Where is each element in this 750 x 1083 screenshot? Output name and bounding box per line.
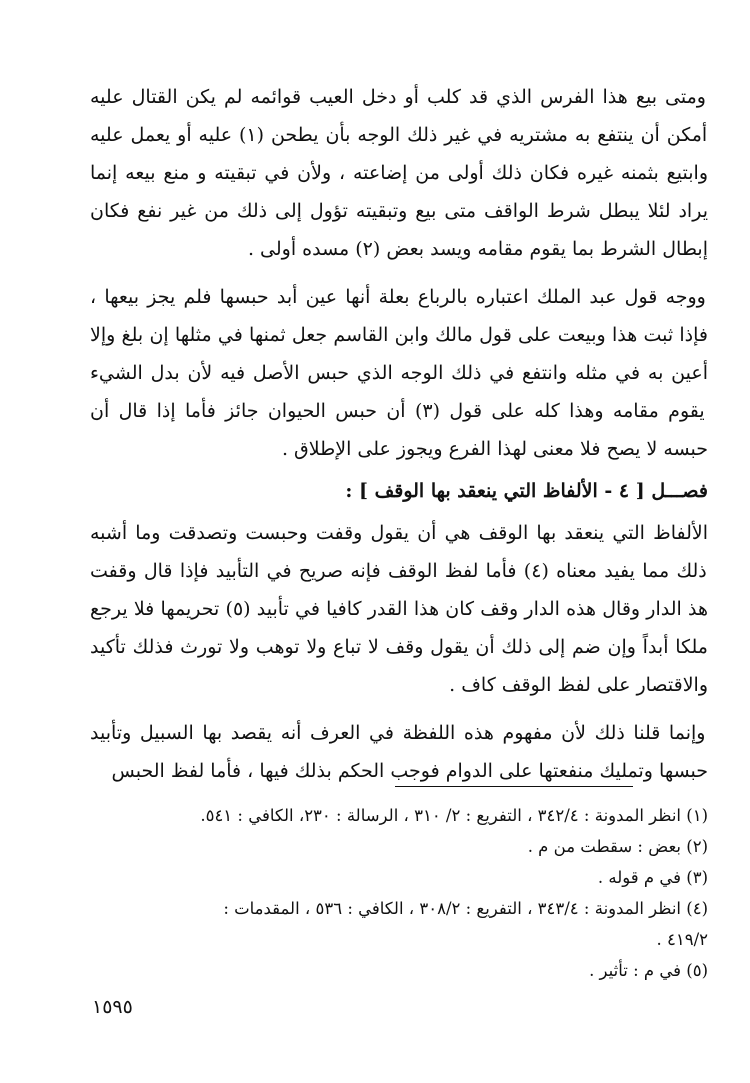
footnote-continuation: ٤١٩/٢ . [656, 930, 708, 949]
text-line: ومتى بيع هذا الفرس الذي قد كلب أو دخل العيب قوائمه لم يكن القتال عليه [90, 86, 706, 108]
heading-text: فصـــل [ ٤ - الألفاظ التي ينعقد بها الوقف ] : [345, 480, 708, 502]
text-line: أشبه ذلك مما يفيد معناه (٤) فأما لفظ الوقف فإنه صريح في التأبيد فإذا قال وقفت [90, 522, 707, 582]
paragraph [90, 514, 708, 704]
section-heading [90, 472, 708, 510]
text-line: يرجع ملكا أبداً وإن ضم إلى ذلك أن يقول وقف لا تباع ولا توهب ولا تورث [90, 598, 708, 658]
text-line: حبسها وتمليك منفعتها على الدوام فوجب الحكم بذلك فيها ، فأما لفظ الحبس [111, 760, 708, 782]
text-line: أمكن أن ينتفع به مشتريه في غير ذلك الوجه بأن يطحن (١) عليه أو يعمل عليه [90, 124, 708, 146]
footnotes [92, 800, 708, 986]
footnote: (٥) في م : تأثير . [589, 961, 708, 980]
page-number: ١٥٩٥ [92, 996, 133, 1018]
text-line: الشرط بما يقوم مقامه ويسد بعض (٢) مسده أولى . [247, 238, 657, 260]
text-line: الشيء يقوم مقامه وهذا كله على قول (٣) أن حبس الحيوان جائز فأما إذا قال أن [90, 362, 705, 422]
footnote: (١) انظر المدونة : ٣٤٢/٤ ، التفريع : ٢/ ٣١٠ ، الرسالة : ٢٣٠، الكافي : ٥٤١. [200, 806, 708, 825]
footnote: (٣) في م قوله . [597, 868, 708, 887]
text-line: وابتيع بثمنه غيره فكان ذلك أولى من إضاعته ، ولأن في تبقيته و منع بيعه إنما يراد [90, 162, 708, 222]
text-line: وإنما قلنا ذلك لأن مفهوم هذه اللفظة في العرف أنه يقصد بها السبيل وتأبيد [90, 722, 706, 744]
text-line: ووجه قول عبد الملك اعتباره بالرباع بعلة أنها عين أبد حبسها فلم يجز بيعها ، [90, 286, 706, 308]
text-line: لئلا يبطل شرط الواقف متى بيع وتبقيته تؤول إلى ذلك من غير نفع فكان إبطال [90, 200, 708, 260]
footnote-separator [395, 786, 633, 787]
text-line: الألفاظ التي ينعقد بها الوقف هي أن يقول وقفت وحبست وتصدقت وما [127, 522, 708, 544]
text-line: وإلا أعين به في مثله وانتفع في ذلك الوجه الذي حبس الأصل فيه لأن بدل [90, 324, 708, 384]
main-text [90, 78, 708, 790]
text-line: فإذا ثبت هذا وبيعت على قول مالك وابن القاسم جعل ثمنها في مثلها إن بلغ [115, 324, 708, 346]
footnote: (٤) انظر المدونة : ٣٤٣/٤ ، التفريع : ٣٠٨/٢ ، الكافي : ٥٣٦ ، المقدمات : [223, 899, 708, 918]
text-line: فذلك تأكيد والاقتصار على لفظ الوقف كاف . [90, 636, 708, 696]
paragraph [90, 278, 708, 468]
paragraph [90, 714, 708, 790]
footnote: (٢) بعض : سقطت من م . [527, 837, 708, 856]
paragraph [90, 78, 708, 268]
text-line: حبسه لا يصح فلا معنى لهذا الفرع ويجوز على الإطلاق . [281, 438, 708, 460]
text-line: هذ الدار وقال هذه الدار وقف كان هذا القدر كافيا في تأبيد (٥) تحريمها فلا [127, 598, 708, 620]
